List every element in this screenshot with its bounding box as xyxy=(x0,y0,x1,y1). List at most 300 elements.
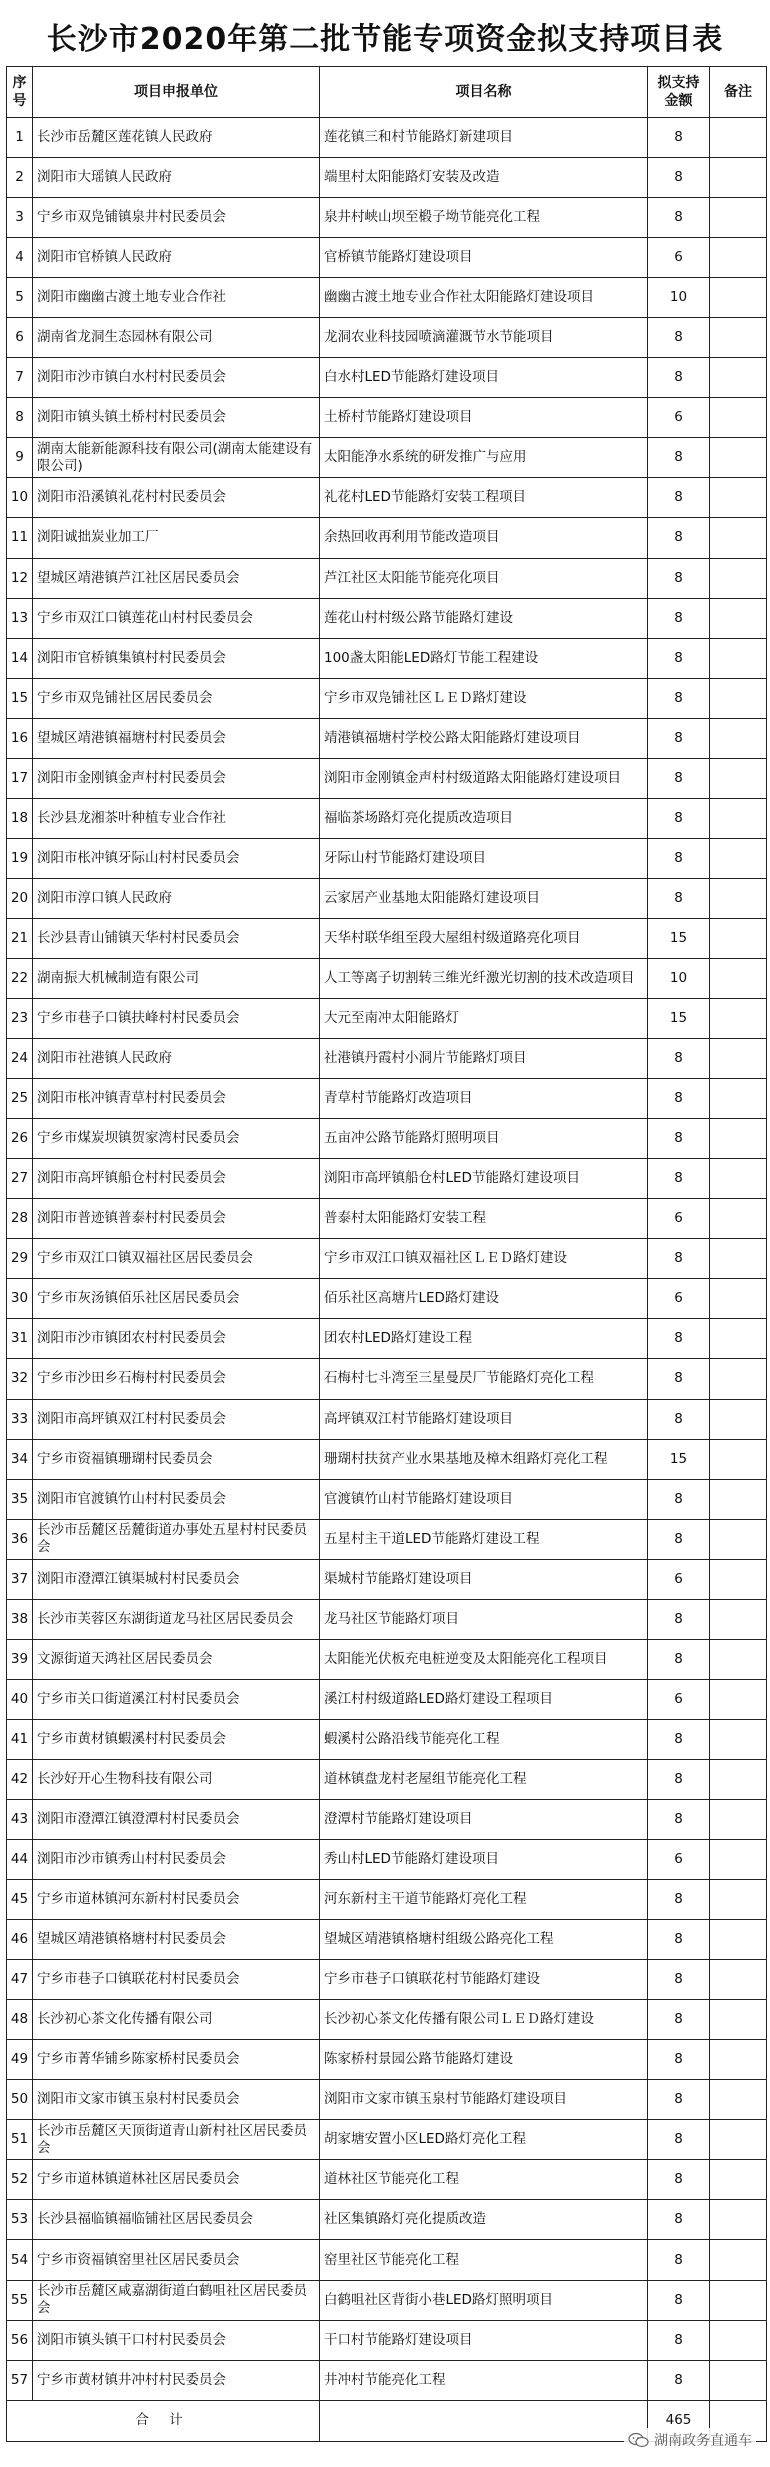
table-row xyxy=(7,1559,767,1599)
wechat-icon xyxy=(628,2432,650,2448)
cell-unit: 宁乡市菁华铺乡陈家桥村民委员会 xyxy=(33,2040,320,2080)
cell-project: 五亩冲公路节能路灯照明项目 xyxy=(320,1119,648,1159)
cell-unit: 长沙县青山铺镇天华村村民委员会 xyxy=(33,918,320,958)
cell-note xyxy=(710,1559,767,1599)
cell-project: 佰乐社区高塘片LED路灯建设 xyxy=(320,1279,648,1319)
cell-note xyxy=(710,1519,767,1559)
table-row xyxy=(7,1479,767,1519)
cell-no: 43 xyxy=(7,1799,33,1839)
cell-amount: 8 xyxy=(648,2280,710,2320)
table-row xyxy=(7,958,767,998)
cell-note xyxy=(710,918,767,958)
cell-amount: 8 xyxy=(648,1599,710,1639)
cell-note xyxy=(710,1479,767,1519)
cell-note xyxy=(710,1679,767,1719)
cell-note xyxy=(710,1159,767,1199)
cell-note xyxy=(710,958,767,998)
cell-no: 55 xyxy=(7,2280,33,2320)
cell-unit: 宁乡市巷子口镇联花村村民委员会 xyxy=(33,1960,320,2000)
table-row xyxy=(7,1039,767,1079)
table-row xyxy=(7,1840,767,1880)
cell-unit: 宁乡市黄材镇蝦溪村村民委员会 xyxy=(33,1719,320,1759)
table-row xyxy=(7,798,767,838)
cell-project: 道林社区节能亮化工程 xyxy=(320,2160,648,2200)
cell-unit: 浏阳市文家市镇玉泉村村民委员会 xyxy=(33,2080,320,2120)
cell-note xyxy=(710,758,767,798)
cell-project: 秀山村LED节能路灯建设项目 xyxy=(320,1840,648,1880)
table-row xyxy=(7,2280,767,2320)
cell-note xyxy=(710,1239,767,1279)
cell-note xyxy=(710,1840,767,1880)
table-row xyxy=(7,1279,767,1319)
table-row xyxy=(7,2240,767,2280)
cell-note xyxy=(710,838,767,878)
cell-unit: 浏阳市社港镇人民政府 xyxy=(33,1039,320,1079)
cell-project: 团农村LED路灯建设工程 xyxy=(320,1319,648,1359)
cell-no: 36 xyxy=(7,1519,33,1559)
cell-amount: 8 xyxy=(648,1479,710,1519)
total-label: 合 计 xyxy=(7,2400,320,2441)
cell-note xyxy=(710,1920,767,1960)
cell-no: 7 xyxy=(7,358,33,398)
cell-unit: 浏阳市镇头镇干口村村民委员会 xyxy=(33,2320,320,2360)
cell-unit: 长沙市岳麓区天顶街道青山新村社区居民委员会 xyxy=(33,2120,320,2160)
cell-amount: 8 xyxy=(648,2160,710,2200)
cell-project: 渠城村节能路灯建设项目 xyxy=(320,1559,648,1599)
cell-project: 青草村节能路灯改造项目 xyxy=(320,1079,648,1119)
cell-note xyxy=(710,2080,767,2120)
table-row xyxy=(7,1319,767,1359)
table-row xyxy=(7,2080,767,2120)
cell-note xyxy=(710,358,767,398)
cell-amount: 8 xyxy=(648,478,710,518)
header-note: 备注 xyxy=(710,67,767,118)
table-row xyxy=(7,1679,767,1719)
cell-no: 6 xyxy=(7,318,33,358)
table-row xyxy=(7,158,767,198)
cell-amount: 8 xyxy=(648,838,710,878)
cell-unit: 宁乡市资福镇珊瑚村民委员会 xyxy=(33,1439,320,1479)
table-row xyxy=(7,478,767,518)
cell-note xyxy=(710,638,767,678)
cell-no: 56 xyxy=(7,2320,33,2360)
table-row xyxy=(7,398,767,438)
cell-amount: 8 xyxy=(648,1519,710,1559)
cell-unit: 宁乡市黄材镇井冲村村民委员会 xyxy=(33,2360,320,2400)
cell-no: 50 xyxy=(7,2080,33,2120)
cell-note xyxy=(710,798,767,838)
cell-note xyxy=(710,1079,767,1119)
cell-project: 太阳能光伏板充电桩逆变及太阳能亮化工程项目 xyxy=(320,1639,648,1679)
cell-amount: 8 xyxy=(648,638,710,678)
cell-note xyxy=(710,1319,767,1359)
cell-no: 29 xyxy=(7,1239,33,1279)
cell-amount: 8 xyxy=(648,1880,710,1920)
cell-no: 2 xyxy=(7,158,33,198)
total-empty xyxy=(320,2400,648,2441)
cell-unit: 宁乡市关口街道溪江村村民委员会 xyxy=(33,1679,320,1719)
cell-no: 53 xyxy=(7,2200,33,2240)
table-row xyxy=(7,2120,767,2160)
cell-unit: 浏阳市澄潭江镇澄潭村村民委员会 xyxy=(33,1799,320,1839)
cell-amount: 8 xyxy=(648,2040,710,2080)
cell-no: 44 xyxy=(7,1840,33,1880)
cell-project: 陈家桥村景园公路节能路灯建设 xyxy=(320,2040,648,2080)
cell-project: 幽幽古渡土地专业合作社太阳能路灯建设项目 xyxy=(320,278,648,318)
cell-unit: 长沙市岳麓区咸嘉湖街道白鹤咀社区居民委员会 xyxy=(33,2280,320,2320)
cell-amount: 8 xyxy=(648,718,710,758)
cell-project: 泉井村峡山坝至椴子坳节能亮化工程 xyxy=(320,198,648,238)
cell-project: 宁乡市巷子口镇联花村节能路灯建设 xyxy=(320,1960,648,2000)
table-row xyxy=(7,2160,767,2200)
cell-unit: 望城区靖港镇福塘村村民委员会 xyxy=(33,718,320,758)
cell-project: 望城区靖港镇格塘村组级公路亮化工程 xyxy=(320,1920,648,1960)
cell-project: 牙际山村节能路灯建设项目 xyxy=(320,838,648,878)
cell-note xyxy=(710,2320,767,2360)
cell-amount: 8 xyxy=(648,2240,710,2280)
cell-note xyxy=(710,2360,767,2400)
cell-project: 澄潭村节能路灯建设项目 xyxy=(320,1799,648,1839)
cell-amount: 8 xyxy=(648,2360,710,2400)
table-row xyxy=(7,318,767,358)
cell-no: 13 xyxy=(7,598,33,638)
table-row xyxy=(7,2200,767,2240)
table-row xyxy=(7,358,767,398)
cell-note xyxy=(710,398,767,438)
table-row xyxy=(7,878,767,918)
cell-amount: 8 xyxy=(648,1119,710,1159)
cell-note xyxy=(710,999,767,1039)
table-row xyxy=(7,558,767,598)
table-row xyxy=(7,1439,767,1479)
cell-no: 32 xyxy=(7,1359,33,1399)
cell-note xyxy=(710,518,767,558)
cell-project: 珊瑚村扶贫产业水果基地及樟木组路灯亮化工程 xyxy=(320,1439,648,1479)
cell-amount: 8 xyxy=(648,1920,710,1960)
table-row xyxy=(7,118,767,158)
cell-note xyxy=(710,1439,767,1479)
cell-amount: 8 xyxy=(648,1079,710,1119)
cell-no: 37 xyxy=(7,1559,33,1599)
table-row xyxy=(7,758,767,798)
table-row xyxy=(7,1880,767,1920)
table-row xyxy=(7,2360,767,2400)
cell-amount: 6 xyxy=(648,1559,710,1599)
cell-amount: 6 xyxy=(648,1199,710,1239)
cell-note xyxy=(710,1799,767,1839)
table-row xyxy=(7,838,767,878)
cell-note xyxy=(710,2040,767,2080)
cell-amount: 8 xyxy=(648,1359,710,1399)
cell-project: 芦江社区太阳能节能亮化项目 xyxy=(320,558,648,598)
table-row xyxy=(7,638,767,678)
cell-no: 28 xyxy=(7,1199,33,1239)
cell-project: 道林镇盘龙村老屋组节能亮化工程 xyxy=(320,1759,648,1799)
cell-unit: 浏阳市枨冲镇牙际山村村民委员会 xyxy=(33,838,320,878)
cell-no: 5 xyxy=(7,278,33,318)
table-row xyxy=(7,198,767,238)
cell-amount: 6 xyxy=(648,238,710,278)
cell-amount: 8 xyxy=(648,438,710,478)
cell-project: 龙洞农业科技园喷滴灌溉节水节能项目 xyxy=(320,318,648,358)
cell-note xyxy=(710,318,767,358)
cell-no: 24 xyxy=(7,1039,33,1079)
cell-project: 莲花山村村级公路节能路灯建设 xyxy=(320,598,648,638)
cell-project: 官渡镇竹山村节能路灯建设项目 xyxy=(320,1479,648,1519)
cell-note xyxy=(710,1399,767,1439)
cell-no: 17 xyxy=(7,758,33,798)
cell-unit: 浏阳市沙市镇白水村村民委员会 xyxy=(33,358,320,398)
cell-amount: 8 xyxy=(648,558,710,598)
cell-unit: 望城区靖港镇芦江社区居民委员会 xyxy=(33,558,320,598)
cell-unit: 浏阳市镇头镇土桥村村民委员会 xyxy=(33,398,320,438)
cell-unit: 长沙好开心生物科技有限公司 xyxy=(33,1759,320,1799)
cell-note xyxy=(710,198,767,238)
cell-amount: 8 xyxy=(648,518,710,558)
cell-no: 49 xyxy=(7,2040,33,2080)
cell-unit: 湖南省龙洞生态园林有限公司 xyxy=(33,318,320,358)
cell-note xyxy=(710,1119,767,1159)
header-unit: 项目申报单位 xyxy=(33,67,320,118)
cell-project: 浏阳市金刚镇金声村村级道路太阳能路灯建设项目 xyxy=(320,758,648,798)
cell-no: 54 xyxy=(7,2240,33,2280)
table-header-row xyxy=(7,67,767,118)
cell-note xyxy=(710,118,767,158)
cell-unit: 浏阳市金刚镇金声村村民委员会 xyxy=(33,758,320,798)
project-table xyxy=(6,66,767,2442)
cell-project: 浏阳市文家市镇玉泉村节能路灯建设项目 xyxy=(320,2080,648,2120)
cell-no: 40 xyxy=(7,1679,33,1719)
cell-amount: 8 xyxy=(648,758,710,798)
cell-project: 窑里社区节能亮化工程 xyxy=(320,2240,648,2280)
cell-note xyxy=(710,718,767,758)
table-row xyxy=(7,1159,767,1199)
cell-unit: 长沙市岳麓区岳麓街道办事处五星村村民委员会 xyxy=(33,1519,320,1559)
cell-note xyxy=(710,1199,767,1239)
cell-project: 高坪镇双江村节能路灯建设项目 xyxy=(320,1399,648,1439)
total-amount: 465 xyxy=(648,2400,710,2441)
cell-unit: 浏阳市澄潭江镇渠城村村民委员会 xyxy=(33,1559,320,1599)
cell-unit: 浏阳市官桥镇人民政府 xyxy=(33,238,320,278)
cell-amount: 8 xyxy=(648,1159,710,1199)
cell-project: 大元至南冲太阳能路灯 xyxy=(320,999,648,1039)
cell-no: 42 xyxy=(7,1759,33,1799)
cell-amount: 15 xyxy=(648,1439,710,1479)
cell-project: 土桥村节能路灯建设项目 xyxy=(320,398,648,438)
cell-unit: 宁乡市双江口镇莲花山村村民委员会 xyxy=(33,598,320,638)
cell-no: 22 xyxy=(7,958,33,998)
cell-no: 46 xyxy=(7,1920,33,1960)
cell-note xyxy=(710,1880,767,1920)
cell-unit: 宁乡市道林镇河东新村村民委员会 xyxy=(33,1880,320,1920)
cell-note xyxy=(710,2120,767,2160)
cell-amount: 15 xyxy=(648,918,710,958)
cell-unit: 望城区靖港镇格塘村村民委员会 xyxy=(33,1920,320,1960)
table-row xyxy=(7,1519,767,1559)
table-row xyxy=(7,999,767,1039)
table-row xyxy=(7,1639,767,1679)
cell-note xyxy=(710,1960,767,2000)
cell-note xyxy=(710,1359,767,1399)
cell-note xyxy=(710,2240,767,2280)
cell-no: 12 xyxy=(7,558,33,598)
cell-unit: 宁乡市灰汤镇佰乐社区居民委员会 xyxy=(33,1279,320,1319)
cell-amount: 6 xyxy=(648,1840,710,1880)
table-row xyxy=(7,598,767,638)
cell-project: 云家居产业基地太阳能路灯建设项目 xyxy=(320,878,648,918)
table-row xyxy=(7,1759,767,1799)
cell-note xyxy=(710,598,767,638)
page-title: 长沙市2020年第二批节能专项资金拟支持项目表 xyxy=(46,22,724,57)
cell-amount: 8 xyxy=(648,1319,710,1359)
cell-unit: 宁乡市道林镇道林社区居民委员会 xyxy=(33,2160,320,2200)
cell-amount: 8 xyxy=(648,1759,710,1799)
cell-unit: 长沙县福临镇福临铺社区居民委员会 xyxy=(33,2200,320,2240)
cell-project: 白水村LED节能路灯建设项目 xyxy=(320,358,648,398)
table-row xyxy=(7,678,767,718)
cell-no: 18 xyxy=(7,798,33,838)
cell-note xyxy=(710,878,767,918)
table-row xyxy=(7,1719,767,1759)
cell-no: 1 xyxy=(7,118,33,158)
table-row xyxy=(7,1799,767,1839)
cell-unit: 浏阳市大瑶镇人民政府 xyxy=(33,158,320,198)
cell-unit: 宁乡市沙田乡石梅村村民委员会 xyxy=(33,1359,320,1399)
table-row xyxy=(7,1599,767,1639)
cell-unit: 浏阳市高坪镇船仓村村民委员会 xyxy=(33,1159,320,1199)
cell-amount: 8 xyxy=(648,878,710,918)
table-row xyxy=(7,438,767,478)
table-row xyxy=(7,1399,767,1439)
cell-unit: 浏阳市淳口镇人民政府 xyxy=(33,878,320,918)
cell-note xyxy=(710,278,767,318)
cell-amount: 8 xyxy=(648,678,710,718)
cell-no: 52 xyxy=(7,2160,33,2200)
cell-note xyxy=(710,438,767,478)
cell-unit: 湖南太能新能源科技有限公司(湖南太能建设有限公司) xyxy=(33,438,320,478)
cell-unit: 湖南振大机械制造有限公司 xyxy=(33,958,320,998)
cell-amount: 8 xyxy=(648,318,710,358)
cell-unit: 宁乡市巷子口镇扶峰村村民委员会 xyxy=(33,999,320,1039)
cell-no: 4 xyxy=(7,238,33,278)
cell-project: 胡家塘安置小区LED路灯亮化工程 xyxy=(320,2120,648,2160)
table-row xyxy=(7,1359,767,1399)
watermark-text: 湖南政务直通车 xyxy=(654,2433,752,2449)
cell-project: 社区集镇路灯亮化提质改造 xyxy=(320,2200,648,2240)
cell-no: 51 xyxy=(7,2120,33,2160)
table-row xyxy=(7,718,767,758)
cell-unit: 浏阳市沙市镇秀山村村民委员会 xyxy=(33,1840,320,1880)
table-row xyxy=(7,2320,767,2360)
table-row xyxy=(7,2040,767,2080)
cell-project: 井冲村节能亮化工程 xyxy=(320,2360,648,2400)
cell-amount: 8 xyxy=(648,2200,710,2240)
table-row xyxy=(7,2000,767,2040)
cell-unit: 长沙市芙蓉区东湖街道龙马社区居民委员会 xyxy=(33,1599,320,1639)
cell-no: 23 xyxy=(7,999,33,1039)
cell-no: 31 xyxy=(7,1319,33,1359)
cell-amount: 8 xyxy=(648,158,710,198)
cell-note xyxy=(710,158,767,198)
table-row xyxy=(7,1239,767,1279)
cell-project: 白鹤咀社区背街小巷LED路灯照明项目 xyxy=(320,2280,648,2320)
cell-project: 龙马社区节能路灯项目 xyxy=(320,1599,648,1639)
table-row xyxy=(7,1920,767,1960)
cell-amount: 8 xyxy=(648,198,710,238)
cell-no: 34 xyxy=(7,1439,33,1479)
cell-no: 16 xyxy=(7,718,33,758)
cell-unit: 长沙县龙湘茶叶种植专业合作社 xyxy=(33,798,320,838)
cell-no: 9 xyxy=(7,438,33,478)
cell-amount: 15 xyxy=(648,999,710,1039)
cell-unit: 浏阳市枨冲镇青草村村民委员会 xyxy=(33,1079,320,1119)
cell-no: 48 xyxy=(7,2000,33,2040)
cell-no: 3 xyxy=(7,198,33,238)
table-row xyxy=(7,1119,767,1159)
cell-project: 石梅村七斗湾至三星曼昃厂节能路灯亮化工程 xyxy=(320,1359,648,1399)
cell-unit: 宁乡市双江口镇双福社区居民委员会 xyxy=(33,1239,320,1279)
cell-project: 官桥镇节能路灯建设项目 xyxy=(320,238,648,278)
cell-note xyxy=(710,238,767,278)
cell-project: 莲花镇三和村节能路灯新建项目 xyxy=(320,118,648,158)
cell-project: 宁乡市双凫铺社区ＬＥＤ路灯建设 xyxy=(320,678,648,718)
cell-amount: 8 xyxy=(648,798,710,838)
cell-unit: 浏阳市幽幽古渡土地专业合作社 xyxy=(33,278,320,318)
cell-amount: 10 xyxy=(648,958,710,998)
cell-note xyxy=(710,1039,767,1079)
cell-amount: 6 xyxy=(648,398,710,438)
cell-no: 11 xyxy=(7,518,33,558)
table-row xyxy=(7,238,767,278)
cell-amount: 8 xyxy=(648,358,710,398)
cell-no: 20 xyxy=(7,878,33,918)
cell-project: 100盏太阳能LED路灯节能工程建设 xyxy=(320,638,648,678)
cell-amount: 8 xyxy=(648,2000,710,2040)
cell-amount: 8 xyxy=(648,1399,710,1439)
cell-project: 宁乡市双江口镇双福社区ＬＥＤ路灯建设 xyxy=(320,1239,648,1279)
cell-no: 47 xyxy=(7,1960,33,2000)
cell-unit: 浏阳市高坪镇双江村村民委员会 xyxy=(33,1399,320,1439)
cell-amount: 8 xyxy=(648,1639,710,1679)
cell-note xyxy=(710,1599,767,1639)
cell-project: 人工等离子切割转三维光纤激光切割的技术改造项目 xyxy=(320,958,648,998)
cell-project: 干口村节能路灯建设项目 xyxy=(320,2320,648,2360)
watermark xyxy=(624,2428,756,2452)
cell-project: 天华村联华组至段大屋组村级道路亮化项目 xyxy=(320,918,648,958)
cell-no: 35 xyxy=(7,1479,33,1519)
cell-note xyxy=(710,2200,767,2240)
cell-no: 38 xyxy=(7,1599,33,1639)
cell-no: 15 xyxy=(7,678,33,718)
table-row xyxy=(7,1960,767,2000)
header-no: 序号 xyxy=(7,67,33,118)
cell-unit: 长沙初心茶文化传播有限公司 xyxy=(33,2000,320,2040)
cell-no: 26 xyxy=(7,1119,33,1159)
cell-no: 45 xyxy=(7,1880,33,1920)
cell-unit: 浏阳诚拙炭业加工厂 xyxy=(33,518,320,558)
cell-no: 21 xyxy=(7,918,33,958)
cell-amount: 8 xyxy=(648,2120,710,2160)
cell-project: 浏阳市高坪镇船仓村LED节能路灯建设项目 xyxy=(320,1159,648,1199)
cell-amount: 6 xyxy=(648,1679,710,1719)
cell-amount: 8 xyxy=(648,1239,710,1279)
cell-note xyxy=(710,1719,767,1759)
cell-unit: 长沙市岳麓区莲花镇人民政府 xyxy=(33,118,320,158)
cell-note xyxy=(710,558,767,598)
cell-unit: 浏阳市普迹镇普泰村村民委员会 xyxy=(33,1199,320,1239)
cell-note xyxy=(710,1639,767,1679)
cell-no: 39 xyxy=(7,1639,33,1679)
